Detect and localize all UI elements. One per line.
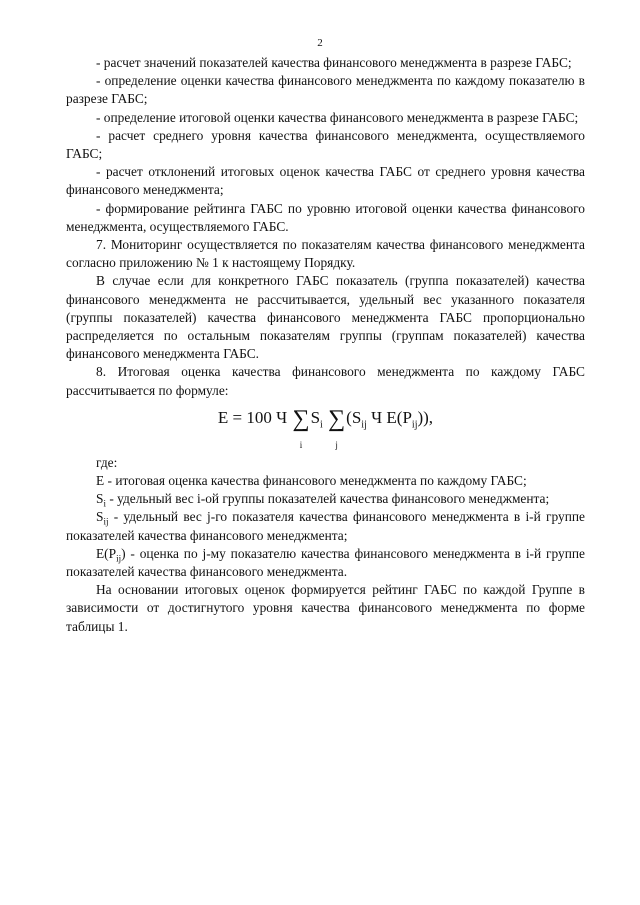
sum-j-icon: ∑ j [328,405,346,450]
formula-s: S [310,407,321,427]
definition-e: E - итоговая оценка качества финансового менеджмента по каждому ГАБС; [96,473,527,489]
sum-i-icon: ∑ i [292,405,310,450]
where-label: где: [96,454,118,470]
definition-sij: $S_{ij}$ - удельный вес j-го показателя качества финансового менеджмента в i-й группе показателей качества финансового менеджмента; [66,509,585,543]
paragraph-rating: На основании итоговых оценок формируется рейтинг ГАБС по каждой Группе в зависимости от достигнутого уровня качества финансового менеджмента по форме таблицы 1. [66,582,585,634]
list-item: - определение оценки качества финансового менеджмента по каждому показателю в разрезе ГАБС; [66,73,585,107]
page-number: 2 [317,37,323,49]
definition-si: $S_i$ - удельный вес i-ой группы показателей качества финансового менеджмента; [96,491,550,509]
paragraph-7: 7. Мониторинг осуществляется по показателям качества финансового менеджмента согласно приложению № 1 к настоящему Порядку. [66,237,585,271]
paragraph-weight-redistribution: В случае если для конкретного ГАБС показатель (группа показателей) качества финансового менеджмента не рассчитывается, удельный вес указанного показателя (группы показателей) качества финансового менеджмента ГАБС пропорционально распределяется по остальным показателям группы (группам показателей) качества финансового менеджмента ГАБС. [66,273,585,362]
document-body [66,54,585,636]
formula: E = 100 Ч ∑ i $S_i$ ∑ j ($S_{ij}$ Ч $E(P_{ij})$), [217,405,434,450]
formula-sij: (S [346,407,362,427]
list-item: - формирование рейтинга ГАБС по уровню итоговой оценки качества финансового менеджмента, осуществляемого ГАБС. [66,200,585,234]
list-item: - расчет отклонений итоговых оценок качества ГАБС от среднего уровня качества финансового менеджмента; [66,164,585,198]
definition-ep: $E(P_{ij})$ - оценка по j-му показателю качества финансового менеджмента в i-й группе показателей качества финансового менеджмента. [66,545,585,580]
formula-ep: Ч E(P [366,407,412,427]
list-item: - определение итоговой оценки качества финансового менеджмента в разрезе ГАБС; [96,109,579,125]
paragraph-8: 8. Итоговая оценка качества финансового менеджмента по каждому ГАБС рассчитывается по формуле: [66,364,585,398]
list-item: - расчет значений показателей качества финансового менеджмента в разрезе ГАБС; [96,55,572,70]
list-item: - расчет среднего уровня качества финансового менеджмента, осуществляемого ГАБС; [66,127,585,162]
formula-close: )), [417,407,434,427]
formula-lhs: E = 100 Ч [217,407,288,427]
